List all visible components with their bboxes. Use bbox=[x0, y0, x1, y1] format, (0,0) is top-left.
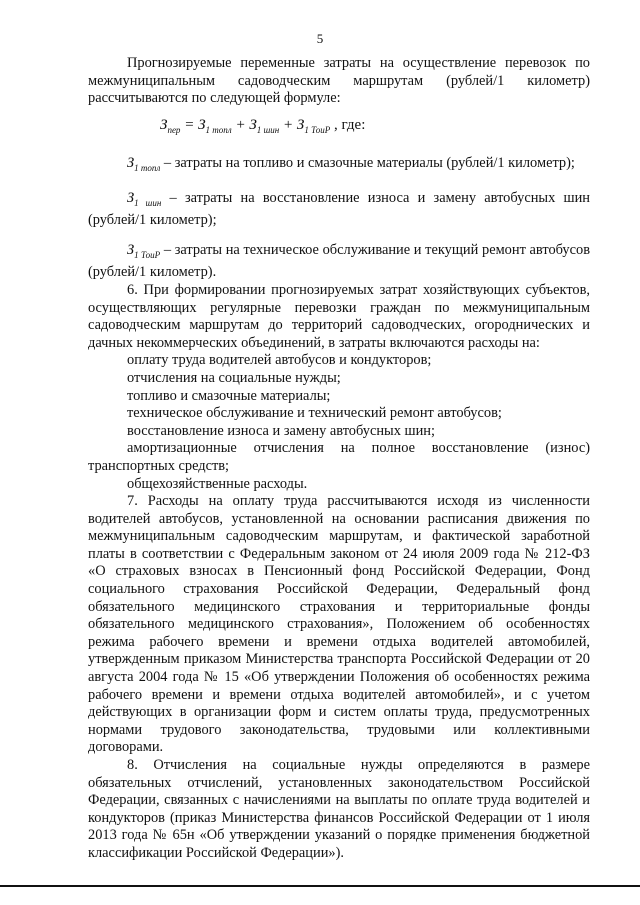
list-item: техническое обслуживание и технический ремонт автобусов; bbox=[127, 405, 502, 422]
term-definition-maintenance bbox=[88, 242, 590, 282]
term-symbol: З bbox=[127, 189, 135, 206]
list-item: отчисления на социальные нужды; bbox=[127, 369, 341, 386]
term-text: затраты на топливо и смазочные материалы (рублей/1 километр); bbox=[174, 155, 575, 172]
formula-lhs-sub: пер bbox=[167, 124, 181, 135]
formula-term3-sub: 1 ТоиР bbox=[304, 124, 331, 135]
formula-eq: = bbox=[180, 116, 199, 133]
list-item: восстановление износа и замену автобусных шин; bbox=[127, 422, 436, 439]
paragraph-6: 6. При формировании прогнозируемых затрат хозяйствующих субъектов, осуществляющих регулярные перевозки граждан по межмуниципальным садоводческим маршрутам до территорий садоводческих, огороднических и дачных некоммерческих объединений, в затраты включаются расходы на: bbox=[88, 281, 590, 351]
formula-plus1: + bbox=[231, 116, 250, 133]
term-symbol-sub: 1 топл bbox=[134, 163, 161, 174]
page-number: 5 bbox=[316, 31, 324, 46]
term-text: затраты на техническое обслуживание и текущий ремонт автобусов (рублей/1 километр). bbox=[88, 241, 591, 281]
formula-lhs: З bbox=[160, 116, 168, 133]
formula-term2: З bbox=[249, 116, 257, 133]
paragraph-8: 8. Отчисления на социальные нужды определяются в размере обязательных отчислений, установленных законодательством Российской Федерации, связанных с начислениями на выплаты по оплате труда водителей и кондукторов (приказ Министерства финансов Российской Федерации от 1 июля 2013 года № 65н «Об утверждении указаний о порядке применения бюджетной классификации Российской Федерации»). bbox=[88, 757, 590, 861]
formula-term1: З bbox=[198, 116, 206, 133]
term-dash: – bbox=[160, 241, 175, 258]
list-item: топливо и смазочные материалы; bbox=[127, 387, 331, 404]
term-symbol: З bbox=[127, 241, 135, 258]
intro-paragraph: Прогнозируемые переменные затраты на осуществление перевозок по межмуниципальным садоводческим маршрутам (рублей/1 километр) рассчитываются по следующей формуле: bbox=[88, 55, 590, 107]
term-text: затраты на восстановление износа и замену автобусных шин (рублей/1 километр); bbox=[88, 189, 590, 229]
term-symbol-sub: 1 ТоиР bbox=[134, 249, 161, 260]
formula-plus2: + bbox=[279, 116, 297, 133]
term-dash: – bbox=[161, 189, 185, 206]
term-symbol: З bbox=[127, 155, 135, 172]
page-bottom-rule bbox=[0, 885, 640, 887]
formula-term2-sub: 1 шин bbox=[256, 124, 280, 135]
term-symbol-sub: 1 шин bbox=[134, 197, 162, 208]
list-item: общехозяйственные расходы. bbox=[127, 475, 308, 492]
formula-tail: , где: bbox=[330, 116, 366, 133]
paragraph-7: 7. Расходы на оплату труда рассчитываются исходя из численности водителей автобусов, установленной на основании расписания движения по межмуниципальным садоводческим маршрутам, и фактической заработной платы в соответствии с Федеральным законом от 24 июля 2009 года № 212-ФЗ «О страховых взносах в Пенсионный фонд Российской Федерации, Фонд социального страхования Российской Федерации, Федеральный фонд обязательного медицинского страхования и территориальные фонды обязательного медицинского страхования», Положением об особенностях режима рабочего времени и времени отдыха водителей автомобилей, утвержденным приказом Министерства транспорта Российской Федерации от 20 августа 2004 года № 15 «Об утверждении Положения об особенностях режима рабочего времени и времени отдыха водителей автомобилей», и с учетом действующих в организации форм и систем оплаты труда, предусмотренных нормами трудового законодательства, трудовыми или коллективными договорами. bbox=[88, 493, 590, 756]
term-dash: – bbox=[160, 155, 175, 172]
formula-term3: З bbox=[296, 116, 305, 133]
list-item: оплату труда водителей автобусов и кондукторов; bbox=[127, 352, 432, 369]
term-definition-tires bbox=[88, 190, 590, 230]
formula-term1-sub: 1 топл bbox=[205, 124, 232, 135]
term-definition-fuel bbox=[88, 155, 590, 177]
list-item: амортизационные отчисления на полное восстановление (износ) транспортных средств; bbox=[88, 440, 590, 474]
document-body bbox=[88, 55, 590, 863]
cost-formula bbox=[88, 117, 590, 140]
